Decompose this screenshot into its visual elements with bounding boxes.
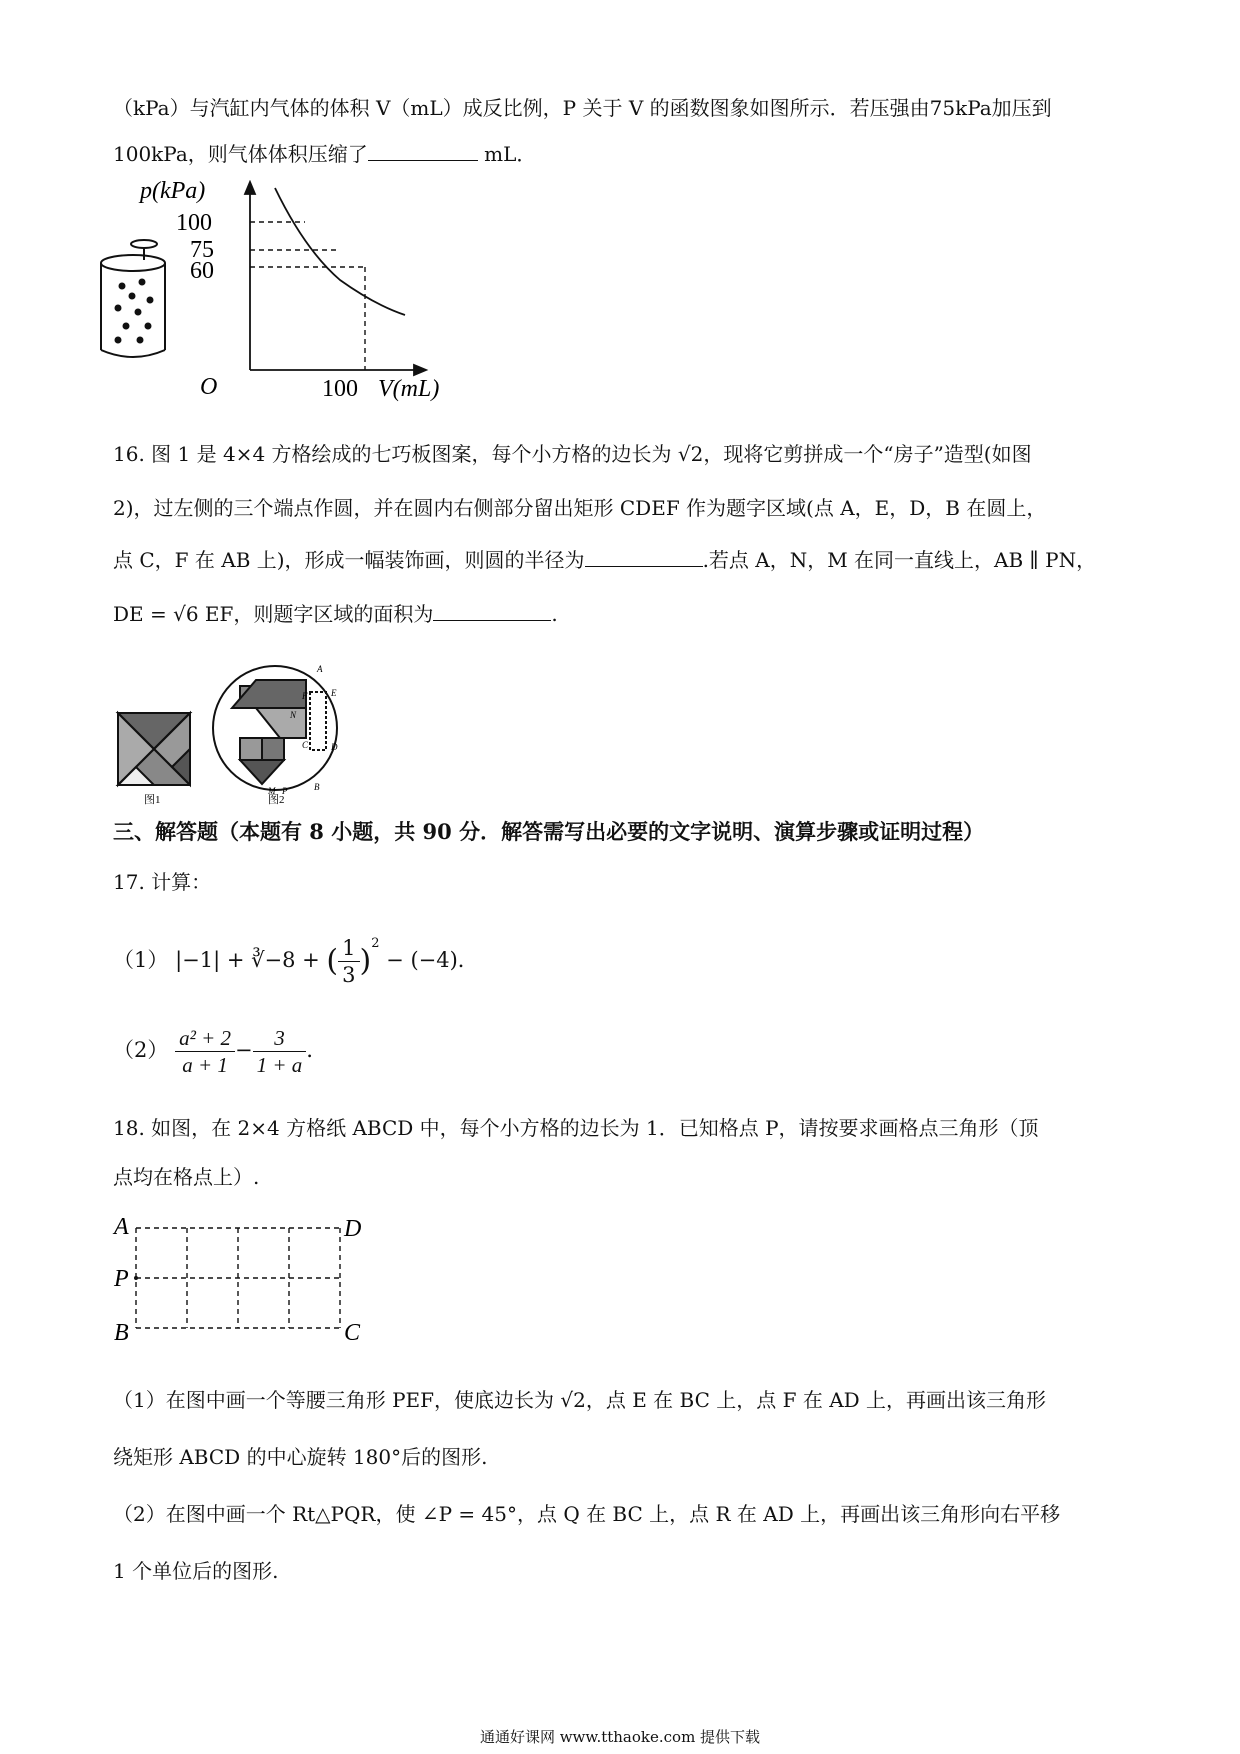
q18-line2: 点均在格点上）. bbox=[113, 1165, 260, 1189]
q18-line1: 18. 如图，在 2×4 方格纸 ABCD 中，每个小方格的边长为 1．已知格点 P，请按要求画格点三角形（顶 bbox=[113, 1116, 1039, 1140]
q17-part1-expr-b: − (−4)． bbox=[379, 948, 479, 972]
q17-part2-end: ． bbox=[306, 1038, 328, 1062]
tangram-square bbox=[118, 713, 190, 785]
svg-text:M: M bbox=[268, 786, 276, 796]
q15-line2-pre: 100kPa，则气体体积压缩了 bbox=[113, 142, 368, 166]
q17-part1-expr-a: |−1| + ∛−8 + bbox=[175, 948, 327, 972]
q16-area-blank bbox=[433, 600, 551, 621]
svg-text:N: N bbox=[290, 710, 297, 720]
fig2-caption: 图2 bbox=[268, 794, 285, 806]
svg-text:P: P bbox=[282, 786, 288, 796]
q17-part1-label: （1） bbox=[113, 948, 169, 972]
graph-axes bbox=[245, 182, 426, 375]
q17-part2-fraction2: $\frac{3}{1 + a}$ bbox=[253, 1025, 307, 1078]
q18-grid bbox=[108, 1210, 378, 1350]
svg-text:D: D bbox=[331, 742, 338, 752]
label-A: A bbox=[114, 1214, 129, 1240]
q15-line2-post: mL． bbox=[484, 142, 537, 166]
y-tick-60: 60 bbox=[190, 258, 214, 284]
q17-part1: （1） |−1| + ∛−8 + ( $\frac{1}{3}$ )$^2$ − (−4)． bbox=[113, 936, 479, 987]
point-p-dot bbox=[134, 1276, 138, 1280]
q18-part2-line1: （2）在图中画一个 Rt△PQR，使 ∠P = 45°，点 Q 在 BC 上，点 R 在 AD 上，再画出该三角形向右平移 bbox=[113, 1502, 1061, 1526]
q17-part2 bbox=[113, 1025, 327, 1078]
q16-line3-pre: 点 C，F 在 AB 上)，形成一幅装饰画，则圆的半径为 bbox=[113, 548, 585, 572]
inverse-curve bbox=[275, 188, 405, 315]
fig1-caption: 图1 bbox=[144, 794, 161, 806]
q15-figure bbox=[100, 180, 520, 410]
y-tick-100: 100 bbox=[176, 210, 212, 236]
svg-text:C: C bbox=[302, 740, 309, 750]
y-axis-label: p(kPa) bbox=[140, 180, 206, 204]
q16-line3 bbox=[113, 546, 1096, 574]
house-in-circle bbox=[213, 666, 337, 790]
origin-label: O bbox=[200, 374, 218, 400]
q17-stem: 17. 计算： bbox=[113, 870, 212, 894]
q18-part1-line1: （1）在图中画一个等腰三角形 PEF，使底边长为 √2，点 E 在 BC 上，点 F 在 AD 上，再画出该三角形 bbox=[113, 1388, 1047, 1412]
q15-answer-blank bbox=[368, 140, 478, 161]
svg-text:B: B bbox=[314, 782, 320, 792]
q18-part2-line2: 1 个单位后的图形. bbox=[113, 1559, 279, 1583]
page-footer: 通通好课网 www.tthaoke.com 提供下载 bbox=[479, 1728, 761, 1746]
q17-part2-label: （2） bbox=[113, 1038, 169, 1062]
svg-text:E: E bbox=[331, 688, 337, 698]
q16-line1: 16. 图 1 是 4×4 方格绘成的七巧板图案，每个小方格的边长为 √2，现将它剪拼成一个“房子”造型(如图 bbox=[113, 442, 1032, 466]
label-C: C bbox=[344, 1320, 361, 1346]
q17-part2-fraction1: $\frac{\text{a² + 2}}{a + 1}$ bbox=[175, 1025, 235, 1078]
q17-part1-exponent: 2 bbox=[371, 936, 380, 951]
y-tick-75: 75 bbox=[190, 237, 214, 263]
svg-text:A: A bbox=[317, 664, 323, 674]
q18-part1-line2: 绕矩形 ABCD 的中心旋转 180°后的图形. bbox=[113, 1445, 488, 1469]
grid-lines bbox=[136, 1228, 340, 1328]
q17-part1-fraction: $\frac{1}{3}$ bbox=[338, 935, 359, 988]
label-D: D bbox=[344, 1216, 362, 1242]
q16-line4-post: . bbox=[551, 602, 558, 626]
svg-text:F: F bbox=[302, 691, 308, 701]
q16-figures bbox=[110, 656, 370, 806]
q15-line2 bbox=[113, 140, 536, 168]
q15-line1: （kPa）与汽缸内气体的体积 V（mL）成反比例，P 关于 V 的函数图象如图所示．若压强由75kPa加压到 bbox=[113, 96, 1052, 120]
q16-radius-blank bbox=[585, 546, 703, 567]
x-axis-label: V(mL) bbox=[378, 376, 440, 402]
q16-line4 bbox=[113, 600, 558, 628]
q17-part2-minus: − bbox=[235, 1038, 253, 1062]
q16-line4-pre: DE = √6 EF，则题字区域的面积为 bbox=[113, 602, 434, 626]
label-P: P bbox=[114, 1266, 129, 1292]
q16-line3-post: .若点 A，N，M 在同一直线上，AB ∥ PN， bbox=[702, 548, 1097, 572]
section3-title: 三、解答题（本题有 8 小题，共 90 分．解答需写出必要的文字说明、演算步骤或证明过程） bbox=[113, 819, 985, 844]
x-tick-100: 100 bbox=[322, 376, 358, 402]
label-B: B bbox=[114, 1320, 129, 1346]
gas-cylinder bbox=[101, 240, 165, 357]
q16-line2: 2)，过左侧的三个端点作圆，并在圆内右侧部分留出矩形 CDEF 作为题字区域(点 A，E，D，B 在圆上， bbox=[113, 496, 1047, 520]
